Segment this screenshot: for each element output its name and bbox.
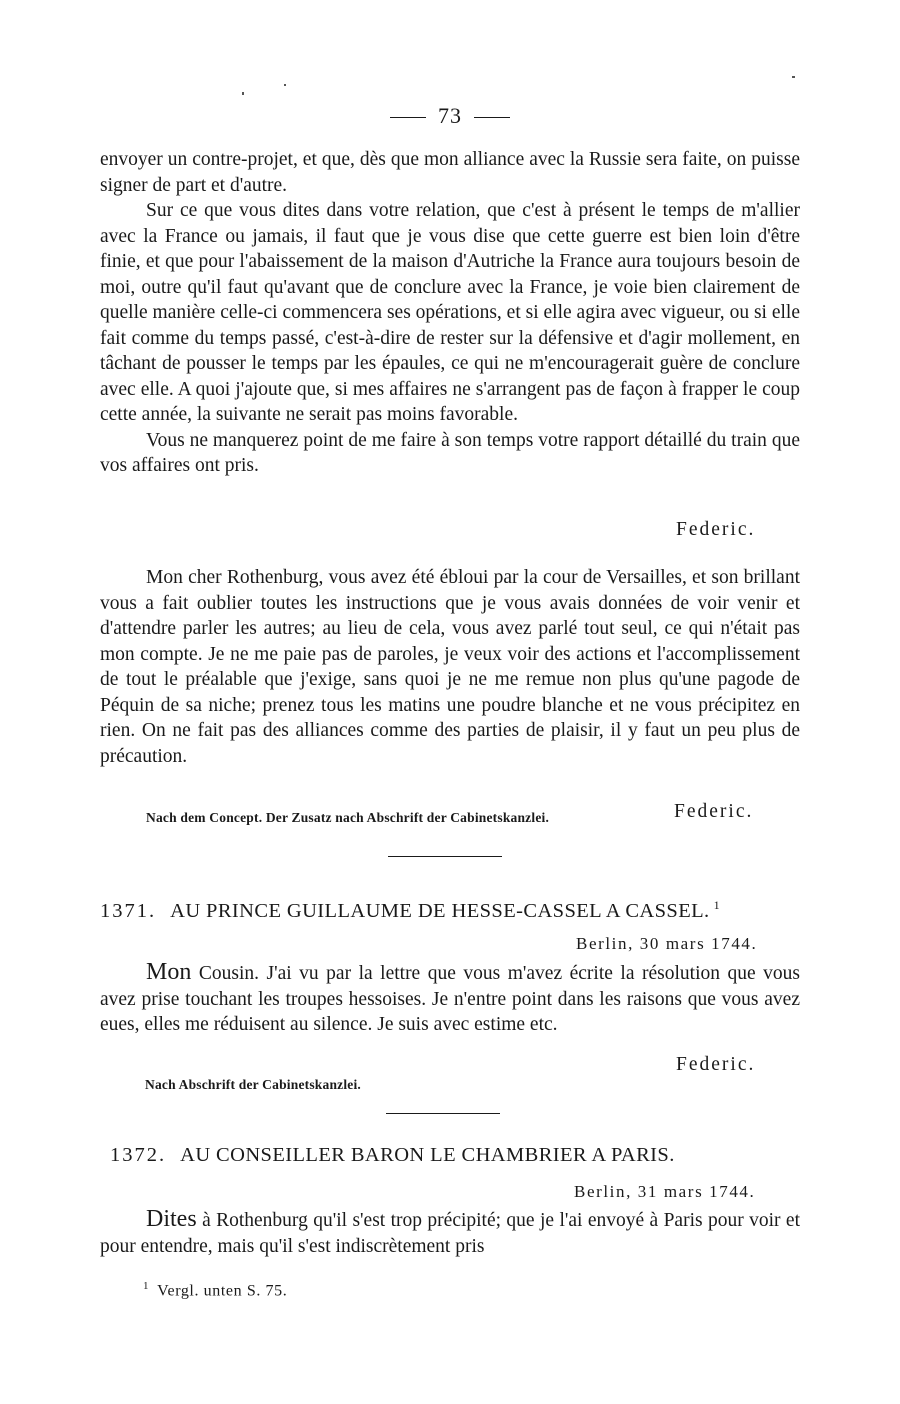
letter-number: 1371. <box>100 899 157 922</box>
letter-1371-text <box>100 960 800 1038</box>
letter-paragraph <box>100 960 800 1038</box>
section-divider <box>388 856 502 857</box>
section-1-text <box>100 147 800 479</box>
letter-heading <box>110 1144 830 1167</box>
letter-title: AU CONSEILLER BARON LE CHAMBRIER A PARIS. <box>180 1144 675 1166</box>
ink-speck <box>242 92 244 95</box>
footnote-marker: 1 <box>143 1280 150 1292</box>
page-number <box>0 103 900 129</box>
letter-paragraph <box>100 1207 800 1259</box>
page-number-dash <box>474 117 510 118</box>
letter-heading <box>100 898 820 923</box>
signature: Federic. <box>676 519 756 540</box>
source-note: Nach dem Concept. Der Zusatz nach Abschrift der Cabinetskanzlei. <box>146 810 550 825</box>
letter-body: à Rothenburg qu'il s'est trop précipité; que je l'ai envoyé à Paris pour voir et pour entendre, mais qu'il s'est indiscrètement pris <box>100 1210 800 1257</box>
page-number-text: 73 <box>438 103 462 128</box>
ink-speck <box>284 84 286 86</box>
ink-speck <box>792 76 795 78</box>
paragraph-relation: Sur ce que vous dites dans votre relation, que c'est à présent le temps de m'allier avec la France ou jamais, il faut que je vous dise que cette guerre est bien loin d'être finie, et que pour l'abaissement de la maison d'Autriche la France aura toujours besoin de moi, outre qu'il faut qu'avant que de conclure avec la France, je voie bien clairement de quelle manière celle-ci commencera ses opérations, et si elle agira avec vigueur, ou si elle fait comme du temps passé, c'est-à-dire de rester sur la défensive et d'agir mollement, en tâchant de pousser le temps par les épaules, ce qui ne m'encouragerait guère de conclure avec elle. A quoi j'ajoute que, si mes affaires ne s'arrangent pas de façon à frapper le coup cette année, la suivante ne serait pas moins favorable. <box>100 200 800 425</box>
paragraph-continuation: envoyer un contre-projet, et que, dès que mon alliance avec la Russie sera faite, on puisse signer de part et d'autre. <box>100 149 800 196</box>
dateline: Berlin, 31 mars 1744. <box>574 1182 756 1201</box>
letter-number: 1372. <box>110 1144 167 1166</box>
paragraph-rapport: Vous ne manquerez point de me faire à son temps votre rapport détaillé du train que vos affaires ont pris. <box>100 429 800 476</box>
footnote-text: Vergl. unten S. 75. <box>157 1282 288 1300</box>
initial-word: Mon <box>146 959 192 985</box>
letter-body: Cousin. J'ai vu par la lettre que vous m'avez écrite la résolution que vous avez prise touchant les troupes hessoises. Je n'entre point dans les raisons que vous avez eues, elles me réduisent au silence. Je suis avec estime etc. <box>100 963 800 1035</box>
letter-1372-text <box>100 1207 800 1259</box>
footnote-marker: 1 <box>713 898 720 912</box>
letter-title: AU PRINCE GUILLAUME DE HESSE-CASSEL A CASSEL. <box>170 899 710 922</box>
postscript-text <box>100 565 800 769</box>
signature: Federic. <box>674 801 754 822</box>
section-divider <box>386 1113 500 1114</box>
source-note: Nach Abschrift der Cabinetskanzlei. <box>145 1077 362 1092</box>
footnote <box>143 1280 287 1300</box>
page-number-dash <box>390 117 426 118</box>
dateline: Berlin, 30 mars 1744. <box>576 934 758 953</box>
signature: Federic. <box>676 1054 756 1075</box>
initial-word: Dites <box>146 1206 197 1232</box>
paragraph-postscript: Mon cher Rothenburg, vous avez été ébloui par la cour de Versailles, et son brillant vous a fait oublier toutes les instructions que je vous avais données de voir venir et d'attendre parler les autres; au lieu de cela, vous avez parlé tout seul, ce qui n'était pas mon compte. Je ne me paie pas de paroles, je veux voir des actions et l'accomplissement de tout le préalable que j'exige, sans quoi je ne me remue non plus qu'une pagode de Péquin de sa niche; prenez tous les matins une poudre blanche et ne vous précipitez en rien. On ne fait pas des alliances comme des parties de plaisir, il y faut un peu plus de précaution. <box>100 567 800 767</box>
